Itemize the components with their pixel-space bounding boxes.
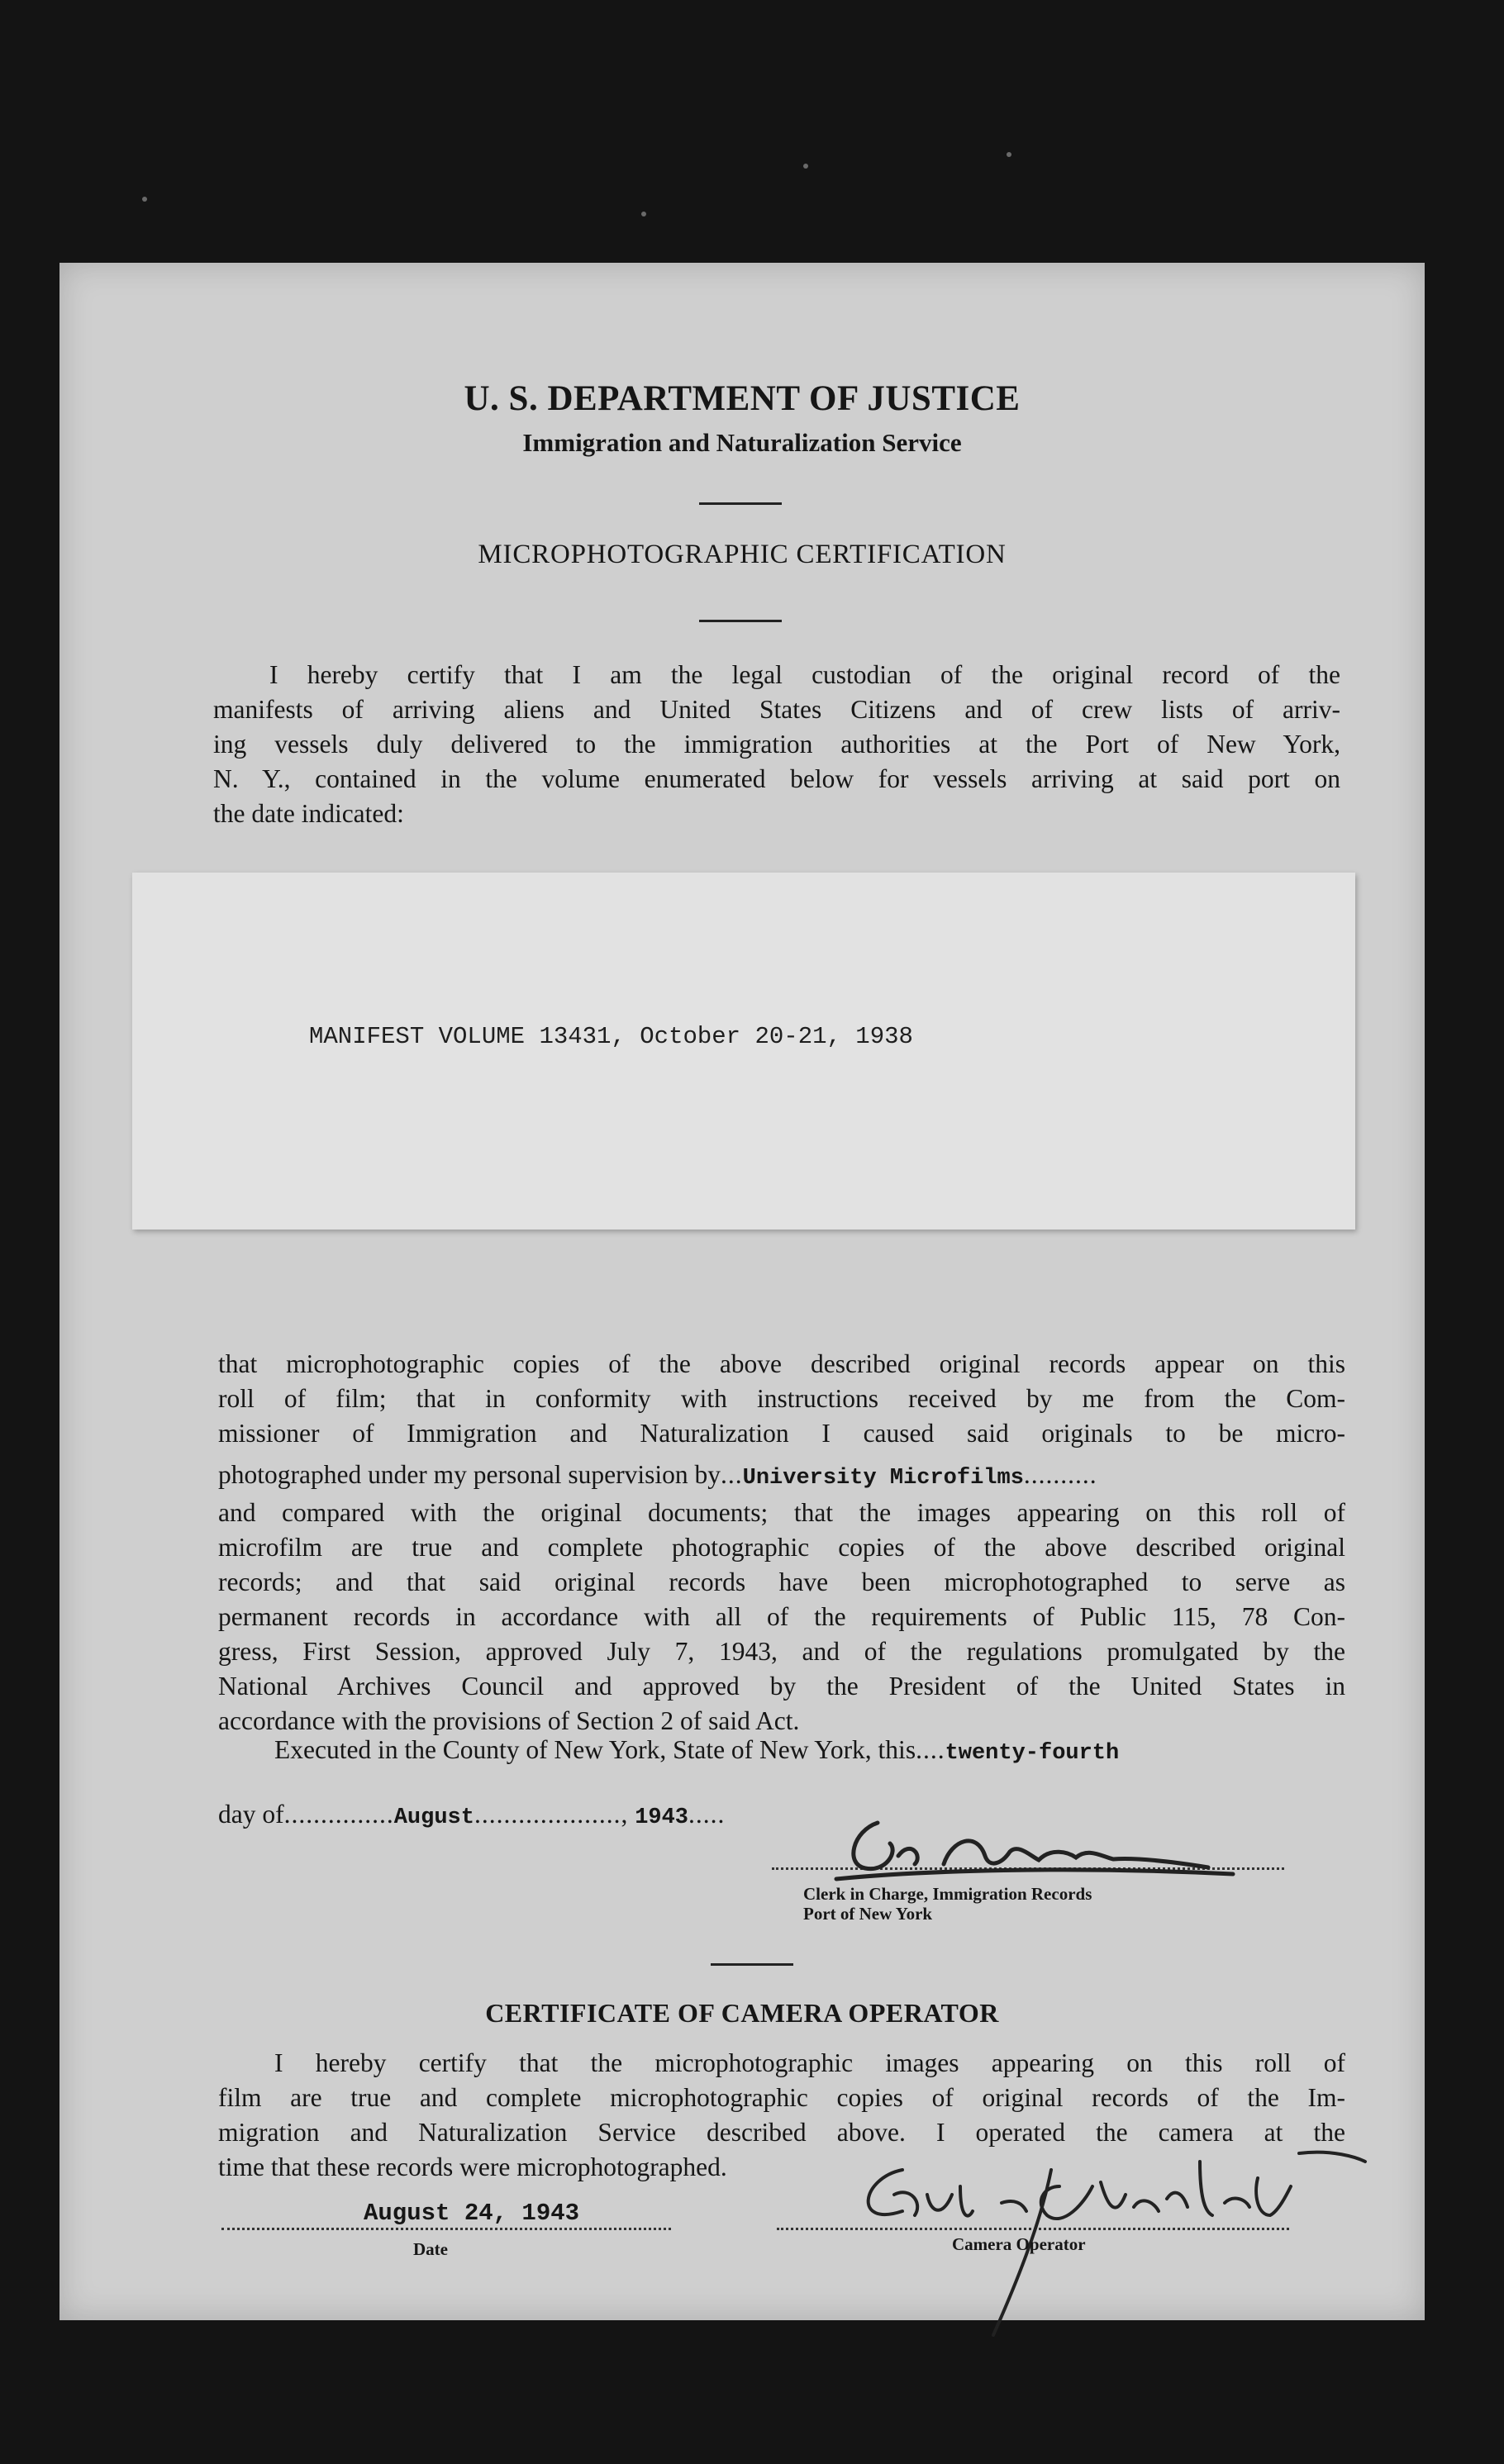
intro-line: ing vessels duly delivered to the immigration authorities at the Port of New York, [213,730,1340,759]
body-line: accordance with the provisions of Section 2 of said Act. [218,1706,800,1735]
operator-signature [836,2137,1365,2343]
body-line: microfilm are true and complete photographic copies of the above described original [218,1533,1345,1562]
clerk-title [803,1884,1092,1924]
body-line: and compared with the original documents; that the images appearing on this roll of [218,1498,1345,1527]
film-speck [142,197,147,202]
operator-line: I hereby certify that the microphotographic images appearing on this roll of [274,2048,1345,2077]
body-paragraph [218,1347,1345,1739]
intro-line: N. Y., contained in the volume enumerated below for vessels arriving at said port on [213,764,1340,793]
divider [711,1963,793,1966]
executed-day: twenty-fourth [945,1741,1120,1766]
executed-line: Executed in the County of New York, State of New York, this....twenty-fourth [274,1735,1120,1766]
intro-paragraph [213,658,1340,831]
service-subtitle: Immigration and Naturalization Service [522,428,962,457]
supervision-prefix: photographed under my personal supervision by [218,1460,721,1489]
divider [699,502,782,505]
divider [699,620,782,622]
operator-date-value: August 24, 1943 [364,2200,580,2227]
body-line: roll of film; that in conformity with instructions received by me from the Com- [218,1384,1345,1413]
film-speck [1007,152,1011,157]
supervision-line: photographed under my personal supervision by...University Microfilms.......... [218,1460,1097,1491]
month-value: August [393,1805,474,1830]
body-line: missioner of Immigration and Naturalization I caused said originals to be micro- [218,1419,1345,1448]
day-of-line: day of...............August...................., 1943..... [218,1800,726,1830]
body-line: that microphotographic copies of the above described original records appear on this [218,1349,1345,1378]
body-line: National Archives Council and approved by the President of the United States in [218,1672,1345,1701]
operator-line: time that these records were microphotographed. [218,2152,727,2181]
film-speck [641,212,646,216]
clerk-title-line2: Port of New York [803,1904,933,1924]
operator-line: migration and Naturalization Service described above. I operated the camera at the [218,2118,1345,2147]
operator-line: film are true and complete microphotographic copies of original records of the Im- [218,2083,1345,2112]
date-label: Date [413,2239,448,2259]
intro-line: the date indicated: [213,799,404,828]
date-line [221,2228,671,2230]
certification-title: MICROPHOTOGRAPHIC CERTIFICATION [478,540,1007,569]
body-line: permanent records in accordance with all of the requirements of Public 115, 78 Con- [218,1602,1345,1631]
operator-certificate-title: CERTIFICATE OF CAMERA OPERATOR [485,1998,999,2028]
year-value: 1943 [635,1805,689,1830]
camera-operator-label: Camera Operator [952,2234,1086,2254]
body-line: gress, First Session, approved July 7, 1943, and of the regulations promulgated by the [218,1637,1345,1666]
intro-line: manifests of arriving aliens and United States Citizens and of crew lists of arriv- [213,695,1340,724]
executed-prefix: Executed in the County of New York, State of New York, this [274,1735,916,1764]
clerk-title-line1: Clerk in Charge, Immigration Records [803,1884,1092,1904]
film-speck [803,164,808,169]
body-line: records; and that said original records have been microphotographed to serve as [218,1567,1345,1596]
day-of-prefix: day of [218,1800,284,1829]
department-title: U. S. DEPARTMENT OF JUSTICE [464,379,1021,418]
intro-line: I hereby certify that I am the legal custodian of the original record of the [269,660,1340,689]
manifest-slip [132,873,1355,1230]
certificate-page [59,263,1425,2320]
manifest-volume-label: MANIFEST VOLUME 13431, October 20-21, 1938 [309,1023,913,1050]
supervisor-name: University Microfilms [742,1466,1024,1491]
